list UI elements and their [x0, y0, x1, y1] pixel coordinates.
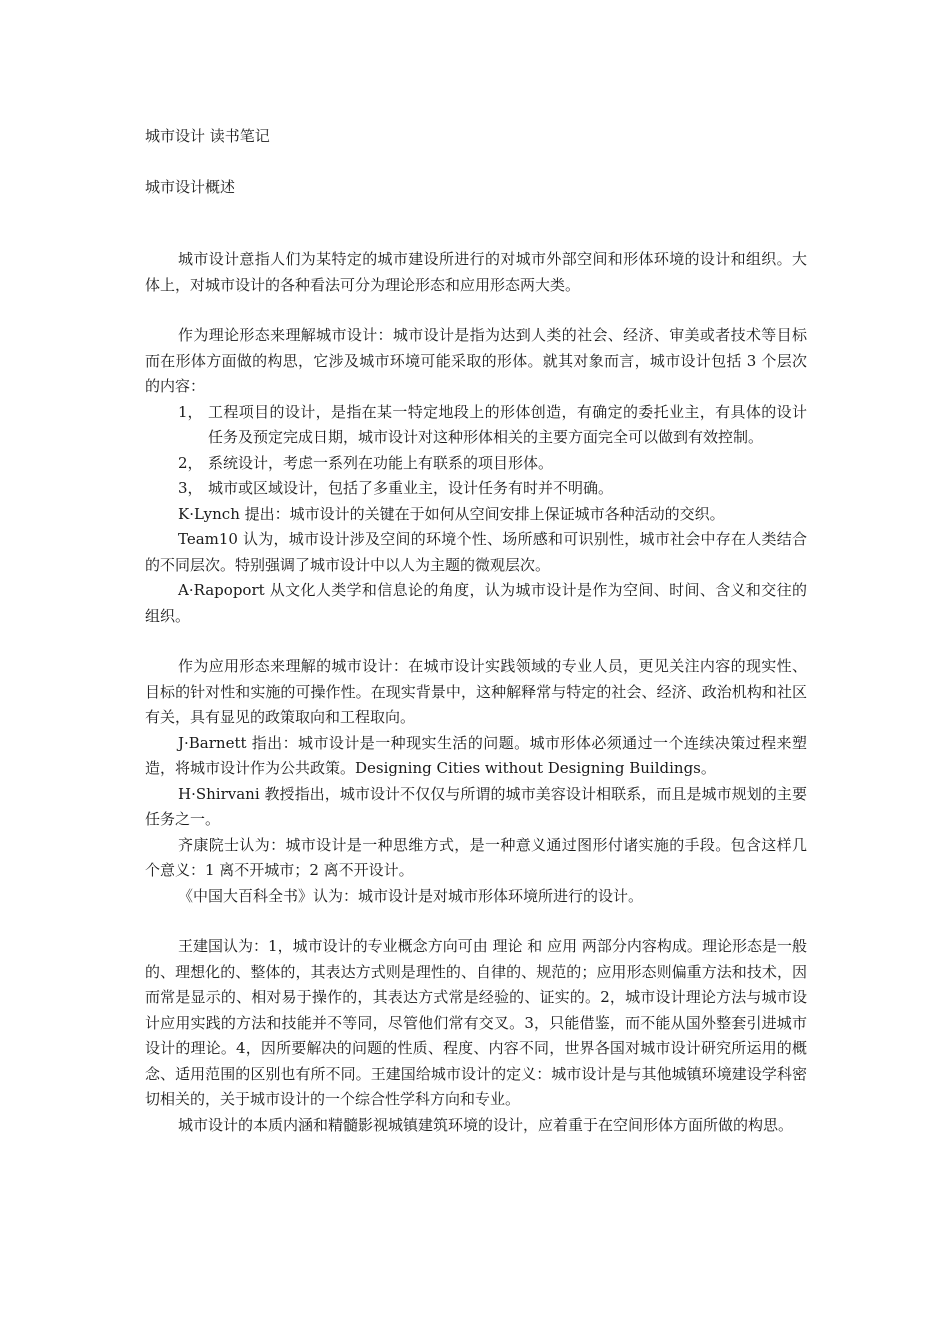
list-number: 3， — [178, 479, 203, 497]
rapoport-paragraph: A·Rapoport 从文化人类学和信息论的角度，认为城市设计是作为空间、时间、含义和交往的组织。 — [145, 581, 807, 625]
intro-paragraph: 城市设计意指人们为某特定的城市建设所进行的对城市外部空间和形体环境的设计和组织。大体上，对城市设计的各种看法可分为理论形态和应用形态两大类。 — [145, 250, 807, 294]
barnett-paragraph: J·Barnett 指出：城市设计是一种现实生活的问题。城市形体必须通过一个连续决策过程来塑造，将城市设计作为公共政策。Designing Cities without Designing Buildings。 — [145, 733, 807, 777]
qi-kang-paragraph: 齐康院士认为：城市设计是一种思维方式，是一种意义通过图形付诸实施的手段。包含这样几个意义：1 离不开城市；2 离不开设计。 — [145, 835, 807, 879]
team10-paragraph: Team10 认为，城市设计涉及空间的环境个性、场所感和可识别性，城市社会中存在人类结合的不同层次。特别强调了城市设计中以人为主题的微观层次。 — [145, 530, 807, 574]
spacer — [145, 629, 807, 654]
list-item — [145, 476, 807, 502]
list-text: 城市或区域设计，包括了多重业主，设计任务有时并不明确。 — [208, 479, 614, 497]
theory-paragraph: 作为理论形态来理解城市设计：城市设计是指为达到人类的社会、经济、审美或者技术等目标而在形体方面做的构思，它涉及城市环境可能采取的形体。就其对象而言，城市设计包括 3 个层次的内容： — [145, 326, 807, 395]
document-title: 城市设计 读书笔记 — [145, 127, 270, 145]
list-item — [145, 400, 807, 451]
list-number: 1， — [178, 402, 203, 421]
spacer — [145, 909, 807, 934]
closing-paragraph: 城市设计的本质内涵和精髓影视城镇建筑环境的设计，应着重于在空间形体方面所做的构思。 — [178, 1115, 794, 1134]
wang-jianguo-paragraph: 王建国认为：1，城市设计的专业概念方向可由 理论 和 应用 两部分内容构成。理论形态是一般的、理想化的、整体的，其表达方式则是理性的、自律的、规范的；应用形态则偏重方法和技术，因而常是显示的、相对易于操作的，其表达方式常是经验的、证实的。2，城市设计理论方法与城市设计应用实践的方法和技能并不等同，尽管他们常有交叉。3，只能借鉴，而不能从国外整套引进城市设计的理论。4，因所要解决的问题的性质、程度、内容不同，世界各国对城市设计研究所运用的概念、适用范围的区别也有所不同。王建国给城市设计的定义：城市设计是与其他城镇环境建设学科密切相关的，关于城市设计的一个综合性学科方向和专业。 — [145, 937, 807, 1108]
application-paragraph: 作为应用形态来理解的城市设计：在城市设计实践领域的专业人员，更见关注内容的现实性、目标的针对性和实施的可操作性。在现实背景中，这种解释常与特定的社会、经济、政治机构和社区有关，具有显见的政策取向和工程取向。 — [145, 657, 807, 726]
list-number: 2， — [178, 453, 203, 472]
encyclopedia-paragraph: 《中国大百科全书》认为：城市设计是对城市形体环境所进行的设计。 — [178, 886, 644, 905]
lynch-paragraph: K·Lynch 提出：城市设计的关键在于如何从空间安排上保证城市各种活动的交织。 — [178, 504, 725, 523]
section-title: 城市设计概述 — [145, 177, 236, 196]
list-item — [145, 451, 807, 477]
list-text: 系统设计，考虑一系列在功能上有联系的项目形体。 — [208, 453, 554, 472]
shirvani-paragraph: H·Shirvani 教授指出，城市设计不仅仅与所谓的城市美容设计相联系，而且是城市规划的主要任务之一。 — [145, 784, 807, 828]
spacer — [145, 225, 807, 247]
list-text: 工程项目的设计，是指在某一特定地段上的形体创造，有确定的委托业主，有具体的设计任务及预定完成日期，城市设计对这种形体相关的主要方面完全可以做到有效控制。 — [208, 402, 807, 446]
document-body — [145, 124, 807, 1138]
spacer — [145, 298, 807, 323]
